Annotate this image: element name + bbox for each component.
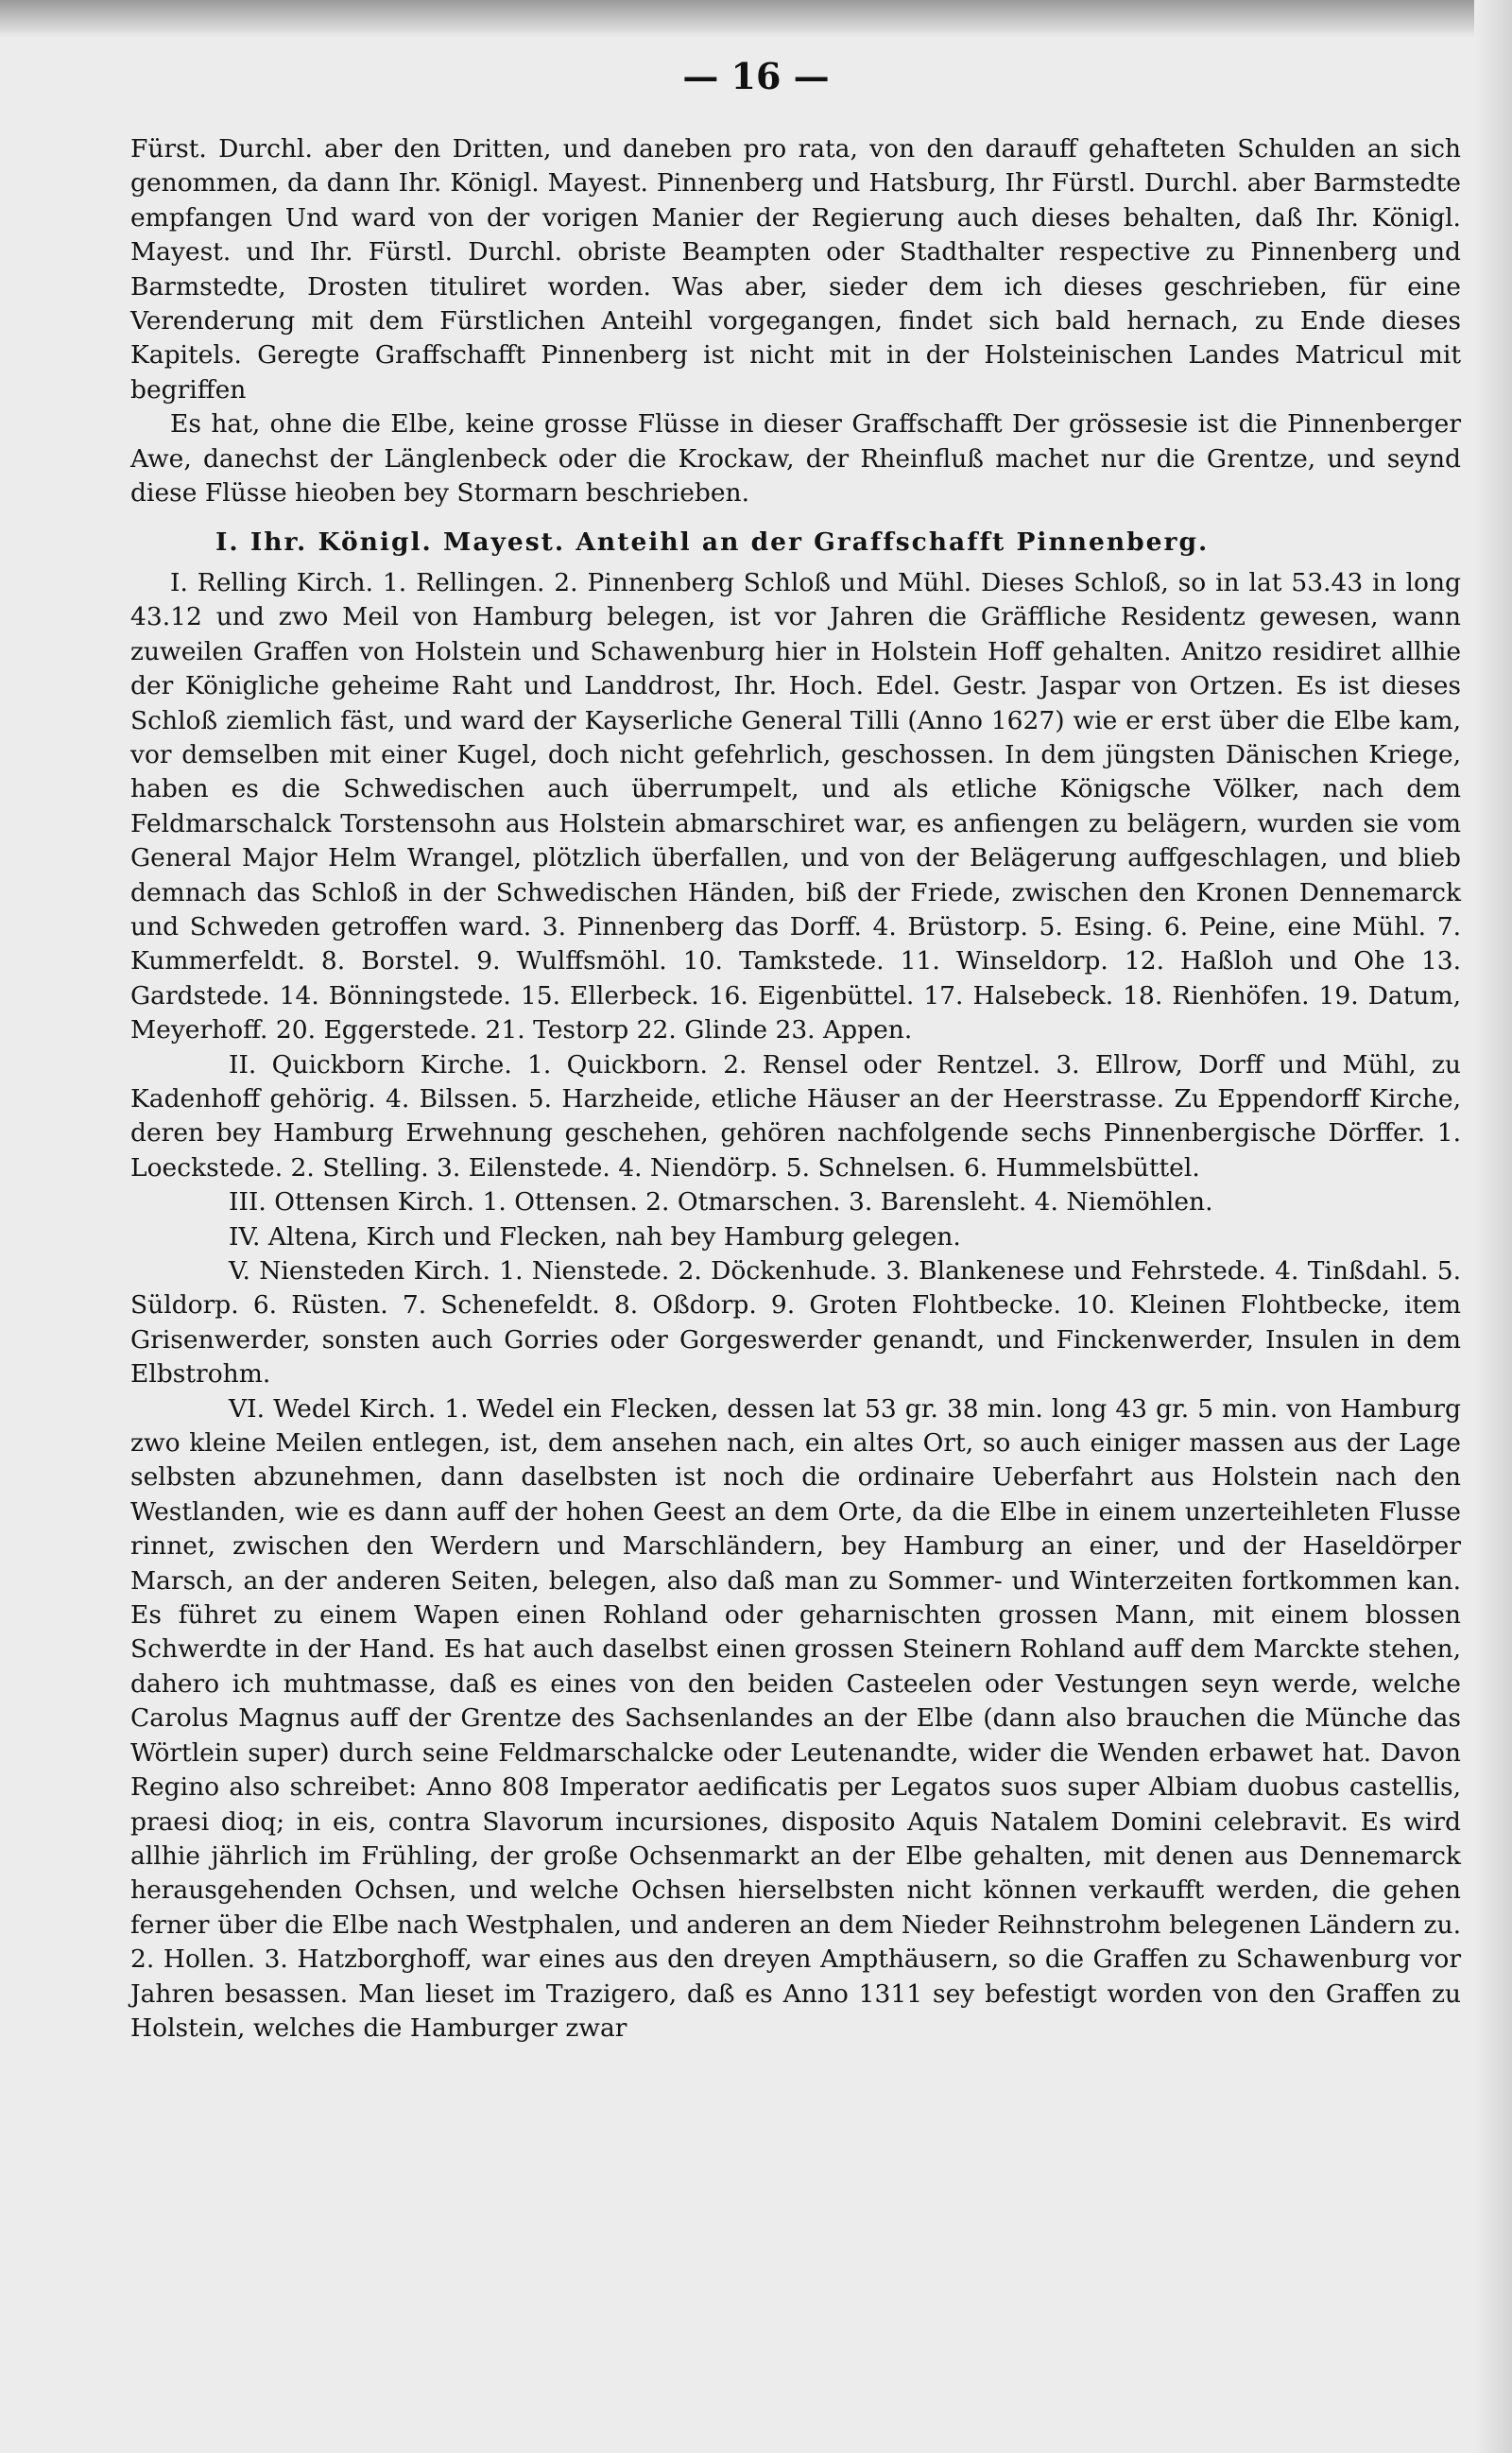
- paragraph: III. Ottensen Kirch. 1. Ottensen. 2. Otmarschen. 3. Barensleht. 4. Niemöhlen.: [229, 1187, 1213, 1218]
- paragraph: Es hat, ohne die Elbe, keine grosse Flüsse in dieser Graffschafft Der grössesie ist die Pinnenberger Awe, danechst der Länglenbeck oder die Krockaw, der Rheinfluß machet nur die Grentze, und seynd diese Flüsse hieoben bey Stormarn beschrieben.: [130, 409, 1461, 509]
- paragraph: I. Relling Kirch. 1. Rellingen. 2. Pinnenberg Schloß und Mühl. Dieses Schloß, so in lat 53.43 in long 43.12 und zwo Meil von Hamburg belegen, ist vor Jahren die Gräffliche Residentz gewesen, wann zuweilen Graffen von Holstein und Schawenburg hier in Holstein Hoff gehalten. Anitzo residiret allhie der Königliche geheime Raht und Landdrost, Ihr. Hoch. Edel. Gestr. Jaspar von Ortzen. Es ist dieses Schloß ziemlich fäst, und ward der Kayserliche General Tilli (Anno 1627) wie er erst über die Elbe kam, vor demselben mit einer Kugel, doch nicht gefehrlich, geschossen. In dem jüngsten Dänischen Kriege, haben es die Schwedischen auch überrumpelt, und als etliche Königsche Völker, nach dem Feldmarschalck Torstensohn aus Holstein abmarschiret war, es anfiengen zu belägern, wurden sie vom General Major Helm Wrangel, plötzlich überfallen, und von der Belägerung auffgeschlagen, und blieb demnach das Schloß in der Schwedischen Händen, biß der Friede, zwischen den Kronen Dennemarck und Schweden getroffen ward. 3. Pinnenberg das Dorff. 4. Brüstorp. 5. Esing. 6. Peine, eine Mühl. 7. Kummerfeldt. 8. Borstel. 9. Wulffsmöhl. 10. Tamkstede. 11. Winseldorp. 12. Haßloh und Ohe 13. Gardstede. 14. Bönningstede. 15. Ellerbeck. 16. Eigenbüttel. 17. Halsebeck. 18. Rienhöfen. 19. Datum, Meyerhoff. 20. Eggerstede. 21. Testorp 22. Glinde 23. Appen.: [130, 567, 1461, 1045]
- paragraph: II. Quickborn Kirche. 1. Quickborn. 2. Rensel oder Rentzel. 3. Ellrow, Dorff und Mühl, zu Kadenhoff gehörig. 4. Bilssen. 5. Harzheide, etliche Häuser an der Heerstrasse. Zu Eppendorff Kirche, deren bey Hamburg Erwehnung geschehen, gehören nachfolgende sechs Pinnenbergische Dörffer. 1. Loeckstede. 2. Stelling. 3. Eilenstede. 4. Niendörp. 5. Schnelsen. 6. Hummelsbüttel.: [130, 1049, 1461, 1183]
- document-body: [130, 132, 1461, 2046]
- page-number: — 16 —: [682, 55, 830, 97]
- section-heading: I. Ihr. Königl. Mayest. Anteihl an der Graffschafft Pinnenberg.: [215, 527, 1210, 558]
- paragraph: IV. Altena, Kirch und Flecken, nah bey Hamburg gelegen.: [229, 1221, 961, 1252]
- paragraph: VI. Wedel Kirch. 1. Wedel ein Flecken, dessen lat 53 gr. 38 min. long 43 gr. 5 min. von Hamburg zwo kleine Meilen entlegen, ist, dem ansehen nach, ein altes Ort, so auch einiger massen aus der Lage selbsten abzunehmen, dann daselbsten ist noch die ordinaire Ueberfahrt aus Holstein nach den Westlanden, wie es dann auff der hohen Geest an dem Orte, da die Elbe in einem unzerteihleten Flusse rinnet, zwischen den Werdern und Marschländern, bey Hamburg an einer, und der Haseldörper Marsch, an der anderen Seiten, belegen, also daß man zu Sommer- und Winterzeiten fortkommen kan. Es führet zu einem Wapen einen Rohland oder geharnischten grossen Mann, mit einem blossen Schwerdte in der Hand. Es hat auch daselbst einen grossen Steinern Rohland auff dem Marckte stehen, dahero ich muhtmasse, daß es eines von den beiden Casteelen oder Vestungen seyn werde, welche Carolus Magnus auff der Grentze des Sachsenlandes an der Elbe (dann also brauchen die Münche das Wörtlein super) durch seine Feldmarschalcke oder Leutenandte, wider die Wenden erbawet hat. Davon Regino also schreibet: Anno 808 Imperator aedificatis per Legatos suos super Albiam duobus castellis, praesi dioq; in eis, contra Slavorum incursiones, disposito Aquis Natalem Domini celebravit. Es wird allhie jährlich im Frühling, der große Ochsenmarkt an der Elbe gehalten, mit denen aus Dennemarck herausgehenden Ochsen, und welche Ochsen hierselbsten nicht können verkaufft werden, die gehen ferner über die Elbe nach Westphalen, und anderen an dem Nieder Reihnstrohm belegenen Ländern zu. 2. Hollen. 3. Hatzborghoff, war eines aus den dreyen Ampthäusern, so die Graffen zu Schawenburg vor Jahren besassen. Man lieset im Trazigero, daß es Anno 1311 sey befestigt worden von den Graffen zu Holstein, welches die Hamburger zwar: [130, 1393, 1461, 2043]
- paragraph: Fürst. Durchl. aber den Dritten, und daneben pro rata, von den darauff gehafteten Schulden an sich genommen, da dann Ihr. Königl. Mayest. Pinnenberg und Hatsburg, Ihr Fürstl. Durchl. aber Barmstedte empfangen Und ward von der vorigen Manier der Regierung auch dieses behalten, daß Ihr. Königl. Mayest. und Ihr. Fürstl. Durchl. obriste Beampten oder Stadthalter respective zu Pinnenberg und Barmstedte, Drosten tituliret worden. Was aber, sieder dem ich dieses geschrieben, für eine Verenderung mit dem Fürstlichen Anteihl vorgegangen, findet sich bald hernach, zu Ende dieses Kapitels. Geregte Graffschafft Pinnenberg ist nicht mit in der Holsteinischen Landes Matricul mit begriffen: [130, 134, 1461, 405]
- paragraph: V. Niensteden Kirch. 1. Nienstede. 2. Döckenhude. 3. Blankenese und Fehrstede. 4. Tinßdahl. 5. Süldorp. 6. Rüsten. 7. Schenefeldt. 8. Oßdorp. 9. Groten Flohtbecke. 10. Kleinen Flohtbecke, item Grisenwerder, sonsten auch Gorries oder Gorgeswerder genandt, und Finckenwerder, Insulen in dem Elbstrohm.: [130, 1256, 1461, 1390]
